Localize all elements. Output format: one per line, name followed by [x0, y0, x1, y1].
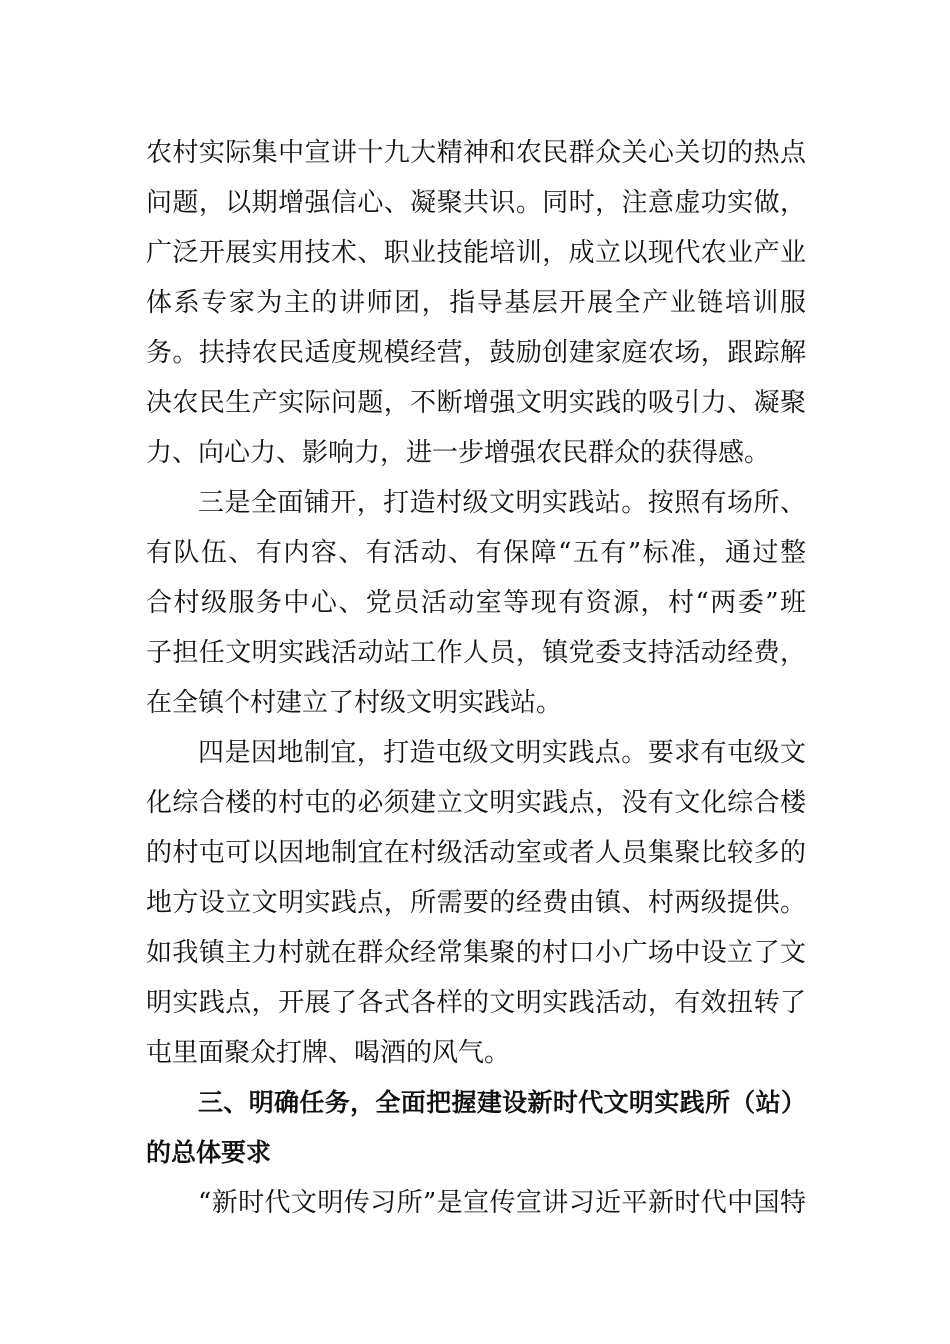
body-text-line: 的村屯可以因地制宜在村级活动室或者人员集聚比较多的 — [146, 838, 806, 868]
body-text-line: 合村级服务中心、党员活动室等现有资源，村“两委”班 — [146, 588, 806, 618]
body-text-line: 地方设立文明实践点，所需要的经费由镇、村两级提供。 — [146, 888, 806, 918]
body-text-line: 决农民生产实际问题，不断增强文明实践的吸引力、凝聚 — [146, 388, 806, 418]
body-text-line: 三是全面铺开，打造村级文明实践站。按照有场所、 — [198, 488, 806, 518]
body-text-line: 广泛开展实用技术、职业技能培训，成立以现代农业产业 — [146, 238, 806, 268]
section-heading-line: 三、明确任务，全面把握建设新时代文明实践所（站） — [198, 1088, 806, 1117]
body-text-line: 问题，以期增强信心、凝聚共识。同时，注意虚功实做， — [146, 188, 806, 218]
body-text-line: 有队伍、有内容、有活动、有保障“五有”标准，通过整 — [146, 538, 806, 568]
body-text-line: 屯里面聚众打牌、喝酒的风气。 — [146, 1038, 511, 1068]
body-text-line: 务。扶持农民适度规模经营，鼓励创建家庭农场，跟踪解 — [146, 338, 806, 368]
body-text-line: 体系专家为主的讲师团，指导基层开展全产业链培训服 — [146, 288, 806, 318]
body-text-line: 在全镇个村建立了村级文明实践站。 — [146, 688, 563, 718]
body-text-line: 如我镇主力村就在群众经常集聚的村口小广场中设立了文 — [146, 938, 806, 968]
body-text-line: 明实践点，开展了各式各样的文明实践活动，有效扭转了 — [146, 988, 806, 1018]
body-text-line: 化综合楼的村屯的必须建立文明实践点，没有文化综合楼 — [146, 788, 806, 818]
section-heading-line: 的总体要求 — [146, 1138, 272, 1167]
body-text-line: 四是因地制宜，打造屯级文明实践点。要求有屯级文 — [198, 738, 806, 768]
body-text-line: “新时代文明传习所”是宣传宣讲习近平新时代中国特 — [198, 1188, 806, 1218]
body-text-line: 农村实际集中宣讲十九大精神和农民群众关心关切的热点 — [146, 138, 806, 168]
body-text-line: 力、向心力、影响力，进一步增强农民群众的获得感。 — [146, 438, 771, 468]
body-text-line: 子担任文明实践活动站工作人员，镇党委支持活动经费， — [146, 638, 806, 668]
